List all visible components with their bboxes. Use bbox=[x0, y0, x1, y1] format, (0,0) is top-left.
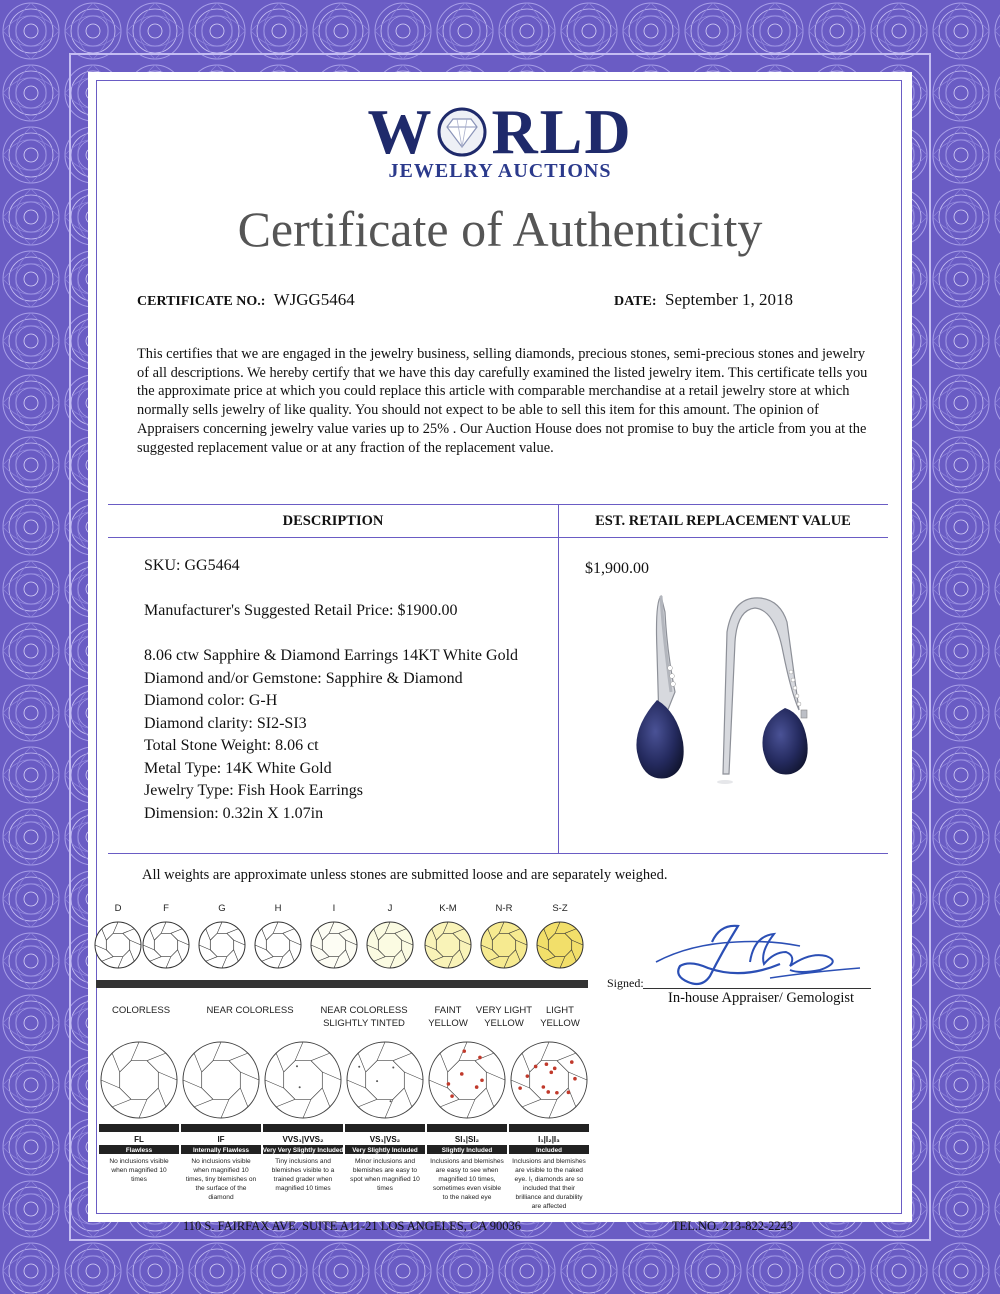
clarity-description: included that their bbox=[522, 1185, 576, 1192]
certificate-number-value: WJGG5464 bbox=[273, 290, 355, 309]
clarity-description: magnified 10 times, bbox=[438, 1176, 496, 1183]
clarity-bar bbox=[509, 1124, 589, 1132]
color-grade-label: H bbox=[274, 903, 282, 914]
description-line: Total Stone Weight: 8.06 ct bbox=[144, 737, 319, 754]
inclusion-mark bbox=[553, 1067, 557, 1071]
description-line: Dimension: 0.32in X 1.07in bbox=[144, 804, 324, 822]
intro-paragraph: This certifies that we are engaged in the jewelry business, selling diamonds, precious stones, semi-precious stones and jewelry of all descriptions. We hereby certify that we have this day carefully examined the listed jewelry item. This certificate tells you the approximate price at which you could replace this article with comparable merchandise at a retail jewelry store at which normally sells jewelry of like quality. You should not expect to be able to sell this item for this amount. The opinion of Appraisers concerning jewelry value varies up to 25% . Our Auction House does not promise to buy the article from you at the suggested replacement value or at any fraction of the replacement value. bbox=[137, 346, 868, 456]
clarity-bar bbox=[263, 1124, 343, 1132]
inclusion-mark bbox=[447, 1082, 451, 1086]
inclusion-mark bbox=[518, 1086, 522, 1090]
inclusion-mark bbox=[460, 1072, 464, 1076]
clarity-bar bbox=[345, 1124, 425, 1132]
clarity-name: Slightly Included bbox=[441, 1147, 493, 1154]
diamond-icon bbox=[433, 107, 491, 157]
clarity-description: times, tiny blemishes on bbox=[185, 1176, 257, 1183]
color-group-label: LIGHT bbox=[546, 1005, 574, 1016]
clarity-bar bbox=[99, 1124, 179, 1132]
color-scale bbox=[94, 900, 594, 1030]
clarity-description: to the naked eye bbox=[442, 1194, 492, 1201]
clarity-description: sometimes even visible bbox=[432, 1185, 502, 1192]
color-grade-label: F bbox=[163, 903, 169, 914]
color-grade-gem bbox=[255, 922, 301, 968]
clarity-gem bbox=[347, 1042, 423, 1118]
clarity-name: Flawless bbox=[125, 1147, 153, 1154]
clarity-grade: SI₁|SI₂ bbox=[454, 1135, 480, 1144]
clarity-grade: I₁|I₂|I₃ bbox=[538, 1135, 560, 1144]
color-group-label: FAINT bbox=[434, 1005, 462, 1016]
clarity-description: No inclusions visible bbox=[191, 1158, 251, 1165]
inclusion-mark bbox=[296, 1065, 298, 1067]
clarity-description: are affected bbox=[531, 1203, 567, 1210]
color-grade-gem bbox=[143, 922, 189, 968]
clarity-description: are visible to the naked bbox=[515, 1167, 583, 1174]
clarity-description: brilliance and durability bbox=[515, 1194, 583, 1201]
logo-subtitle: JEWELRY AUCTIONS bbox=[388, 160, 612, 182]
inclusion-mark bbox=[526, 1074, 530, 1078]
clarity-description: Inclusions and blemishes bbox=[512, 1158, 586, 1165]
signature-image bbox=[650, 912, 870, 992]
color-grade-gem bbox=[95, 922, 141, 968]
color-grade-label: G bbox=[218, 903, 226, 914]
clarity-gem bbox=[511, 1042, 587, 1118]
item-description bbox=[144, 555, 518, 825]
footer-phone: TEL.NO. 213-822-2243 bbox=[672, 1219, 794, 1233]
clarity-name: Included bbox=[536, 1147, 562, 1154]
date-label: DATE: bbox=[614, 294, 657, 309]
clarity-grade: IF bbox=[217, 1135, 225, 1144]
color-group-label: NEAR COLORLESS bbox=[206, 1005, 294, 1016]
description-line: Jewelry Type: Fish Hook Earrings bbox=[144, 782, 363, 799]
color-grade-gem bbox=[425, 922, 471, 968]
clarity-gem bbox=[183, 1042, 259, 1118]
color-grade-gem bbox=[311, 922, 357, 968]
inclusion-mark bbox=[299, 1086, 301, 1088]
clarity-description: eye. I₁ diamonds are so bbox=[514, 1176, 584, 1183]
inclusion-mark bbox=[549, 1071, 553, 1075]
clarity-description: times bbox=[377, 1185, 393, 1192]
clarity-gem bbox=[265, 1042, 341, 1118]
weights-note: All weights are approximate unless stones are submitted loose and are separately weighed. bbox=[142, 867, 668, 883]
clarity-description: times bbox=[131, 1176, 147, 1183]
description-header: DESCRIPTION bbox=[282, 513, 384, 529]
color-grade-gem bbox=[367, 922, 413, 968]
inclusion-mark bbox=[390, 1100, 392, 1102]
replacement-value: $1,900.00 bbox=[585, 560, 649, 577]
description-line: Metal Type: 14K White Gold bbox=[144, 759, 332, 777]
inclusion-mark bbox=[570, 1060, 574, 1064]
inclusion-mark bbox=[555, 1091, 559, 1095]
clarity-name: Very Slightly Included bbox=[352, 1147, 418, 1154]
clarity-description: Inclusions and blemishes bbox=[430, 1158, 504, 1165]
color-group-label: COLORLESS bbox=[111, 1005, 171, 1016]
inclusion-mark bbox=[567, 1091, 571, 1095]
clarity-name: Very Very Slightly Included bbox=[262, 1147, 344, 1154]
clarity-description: trained grader when bbox=[273, 1176, 333, 1183]
color-group-label: YELLOW bbox=[428, 1018, 468, 1029]
signature-title: In-house Appraiser/ Gemologist bbox=[668, 990, 855, 1006]
msrp: Manufacturer's Suggested Retail Price: $1900.00 bbox=[144, 602, 458, 619]
certificate-number-label: CERTIFICATE NO.: bbox=[137, 294, 266, 309]
clarity-grade: VVS₁|VVS₂ bbox=[282, 1135, 324, 1144]
inclusion-mark bbox=[534, 1065, 538, 1069]
clarity-gem bbox=[101, 1042, 177, 1118]
description-line: Diamond color: G-H bbox=[144, 692, 278, 709]
clarity-bar bbox=[181, 1124, 261, 1132]
inclusion-mark bbox=[392, 1067, 394, 1069]
color-grade-gem bbox=[199, 922, 245, 968]
inclusion-mark bbox=[478, 1056, 482, 1060]
description-line: 8.06 ctw Sapphire & Diamond Earrings 14KT White Gold bbox=[144, 647, 519, 664]
color-grade-label: N-R bbox=[495, 903, 513, 914]
value-header: EST. RETAIL REPLACEMENT VALUE bbox=[595, 513, 851, 529]
inclusion-mark bbox=[573, 1077, 577, 1081]
inclusion-mark bbox=[376, 1080, 378, 1082]
certificate-number bbox=[137, 290, 355, 310]
clarity-bar bbox=[427, 1124, 507, 1132]
color-grade-label: J bbox=[387, 903, 393, 914]
inclusion-mark bbox=[450, 1094, 454, 1098]
color-grade-label: I bbox=[332, 903, 336, 914]
inclusion-mark bbox=[475, 1085, 479, 1089]
clarity-description: blemishes visible to a bbox=[271, 1167, 335, 1174]
sku: SKU: GG5464 bbox=[144, 557, 240, 574]
color-grade-label: D bbox=[114, 903, 122, 914]
inclusion-mark bbox=[545, 1062, 549, 1066]
clarity-description: Tiny inclusions and bbox=[275, 1158, 331, 1165]
clarity-grade: VS₁|VS₂ bbox=[369, 1135, 401, 1144]
table-header-divider bbox=[108, 537, 888, 538]
clarity-description: when magnified 10 bbox=[111, 1167, 167, 1174]
color-group-label: YELLOW bbox=[484, 1018, 524, 1029]
description-line: Diamond and/or Gemstone: Sapphire & Diamond bbox=[144, 669, 463, 687]
clarity-description: No inclusions visible bbox=[109, 1158, 169, 1165]
signature-line bbox=[643, 988, 871, 989]
clarity-description: diamond bbox=[208, 1194, 234, 1201]
earrings-image bbox=[615, 592, 845, 792]
clarity-description: the surface of the bbox=[195, 1185, 247, 1192]
color-group-label: YELLOW bbox=[540, 1018, 580, 1029]
clarity-description: blemishes are easy to bbox=[352, 1167, 418, 1174]
color-group-label: VERY LIGHT bbox=[475, 1005, 533, 1016]
inclusion-mark bbox=[542, 1085, 546, 1089]
footer-address: 110 S. FAIRFAX AVE. SUITE A11-21 LOS ANGELES, CA 90036 bbox=[183, 1219, 521, 1233]
inclusion-mark bbox=[546, 1090, 550, 1094]
clarity-description: spot when magnified 10 bbox=[350, 1176, 420, 1183]
company-logo bbox=[0, 96, 1000, 183]
clarity-description: Minor inclusions and bbox=[354, 1158, 416, 1165]
color-group-label: NEAR COLORLESS bbox=[320, 1005, 408, 1016]
color-grade-gem bbox=[537, 922, 583, 968]
clarity-description: are easy to see when bbox=[435, 1167, 499, 1174]
certificate-title: Certificate of Authenticity bbox=[237, 201, 763, 257]
color-group-label: SLIGHTLY TINTED bbox=[323, 1018, 405, 1029]
date-value: September 1, 2018 bbox=[665, 290, 793, 309]
inclusion-mark bbox=[358, 1066, 360, 1068]
color-grade-label: K-M bbox=[439, 903, 457, 914]
table-column-divider bbox=[558, 505, 559, 853]
logo-wordmark: W RLD bbox=[367, 96, 633, 167]
clarity-scale bbox=[98, 1036, 590, 1211]
color-scale-bar bbox=[96, 980, 588, 988]
color-grade-gem bbox=[481, 922, 527, 968]
clarity-grade: FL bbox=[134, 1135, 144, 1144]
clarity-description: magnified 10 times bbox=[275, 1185, 331, 1192]
signed-label: Signed: bbox=[607, 976, 644, 990]
inclusion-mark bbox=[462, 1049, 466, 1053]
description-line: Diamond clarity: SI2-SI3 bbox=[144, 714, 307, 732]
clarity-description: when magnified 10 bbox=[193, 1167, 249, 1174]
clarity-gem bbox=[429, 1042, 505, 1118]
clarity-name: Internally Flawless bbox=[193, 1147, 249, 1154]
inclusion-mark bbox=[480, 1078, 484, 1082]
certificate-date bbox=[614, 290, 793, 310]
color-grade-label: S-Z bbox=[552, 903, 568, 914]
